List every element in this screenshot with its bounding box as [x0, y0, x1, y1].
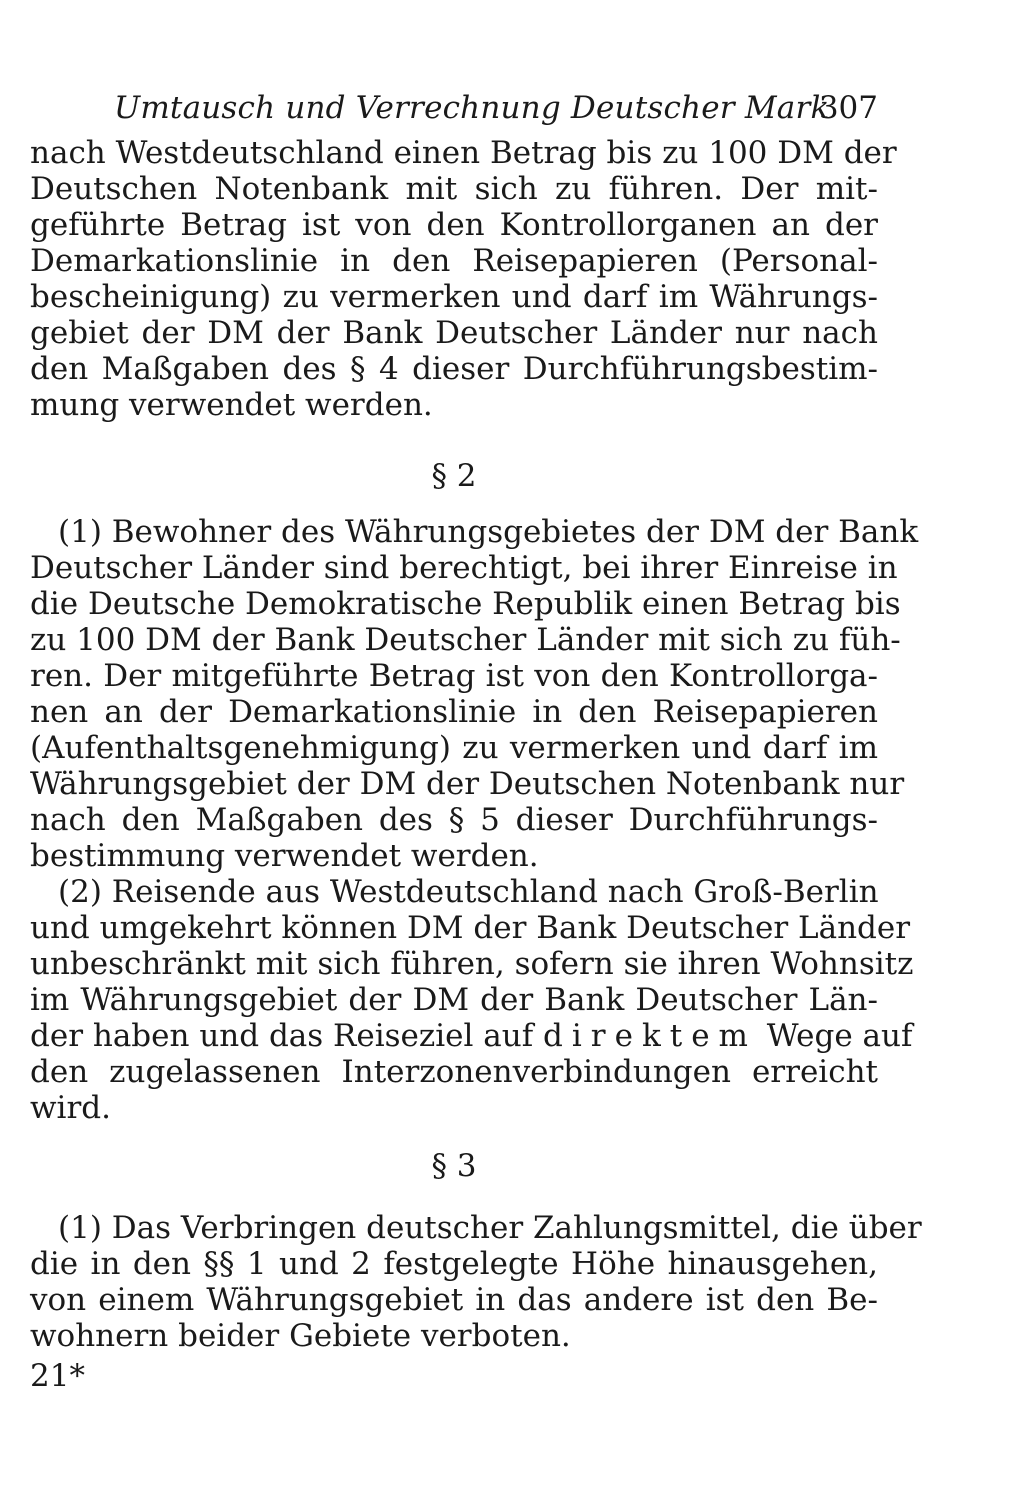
section-2-paragraph-2: [30, 874, 914, 1126]
page: [30, 85, 922, 1354]
text-line: nen an der Demarkationslinie in den Reisepapieren: [30, 694, 878, 730]
running-title: Umtausch und Verrechnung Deutscher Mark: [114, 90, 830, 126]
text-line: die Deutsche Demokratische Republik einen Betrag bis: [30, 586, 901, 622]
text-line: und umgekehrt können DM der Bank Deutscher Länder: [30, 910, 911, 946]
text-line-emphasis: [30, 1018, 913, 1054]
text-line: wohnern beider Gebiete verboten.: [30, 1318, 571, 1354]
section-2-paragraph-1: [30, 514, 919, 874]
text-line: geführte Betrag ist von den Kontrollorganen an der: [30, 207, 878, 243]
text-line: Demarkationslinie in den Reisepapieren (Personal-: [30, 243, 878, 279]
text-line: Währungsgebiet der DM der Deutschen Notenbank nur: [30, 766, 905, 802]
paragraph-continuation: [30, 135, 897, 423]
text-line: (2) Reisende aus Westdeutschland nach Groß-Berlin: [58, 874, 879, 910]
text-line: wird.: [30, 1090, 111, 1126]
text-line: Deutschen Notenbank mit sich zu führen. Der mit-: [30, 171, 878, 207]
text-line: (Aufenthaltsgenehmigung) zu vermerken und darf im: [30, 730, 878, 766]
section-heading-2: § 2: [431, 458, 477, 494]
text-line: nach Westdeutschland einen Betrag bis zu 100 DM der: [30, 135, 897, 171]
text-fragment: Wege auf: [756, 1018, 913, 1054]
text-line: bestimmung verwendet werden.: [30, 838, 539, 874]
sheet-signature: 21*: [30, 1358, 85, 1394]
text-line: mung verwendet werden.: [30, 387, 433, 423]
section-heading-3: § 3: [431, 1148, 477, 1184]
text-line: nach den Maßgaben des § 5 dieser Durchführungs-: [30, 802, 878, 838]
text-line: den Maßgaben des § 4 dieser Durchführungsbestim-: [30, 351, 878, 387]
text-line: (1) Das Verbringen deutscher Zahlungsmittel, die über: [58, 1210, 922, 1246]
text-line: den zugelassenen Interzonenverbindungen erreicht: [30, 1054, 878, 1090]
page-number: 307: [818, 90, 878, 126]
text-line: ren. Der mitgeführte Betrag ist von den Kontrollorga-: [30, 658, 878, 694]
text-line: zu 100 DM der Bank Deutscher Länder mit sich zu füh-: [30, 622, 901, 658]
text-line: von einem Währungsgebiet in das andere ist den Be-: [30, 1282, 878, 1318]
text-line: (1) Bewohner des Währungsgebietes der DM der Bank: [58, 514, 919, 550]
text-fragment: der haben und das Reiseziel auf: [30, 1018, 544, 1054]
text-line: bescheinigung) zu vermerken und darf im Währungs-: [30, 279, 878, 315]
text-line: im Währungsgebiet der DM der Bank Deutscher Län-: [30, 982, 878, 1018]
text-line: gebiet der DM der Bank Deutscher Länder nur nach: [30, 315, 878, 351]
text-line: die in den §§ 1 und 2 festgelegte Höhe hinausgehen,: [30, 1246, 878, 1282]
text-line: unbeschränkt mit sich führen, sofern sie ihren Wohnsitz: [30, 946, 914, 982]
text-line: Deutscher Länder sind berechtigt, bei ihrer Einreise in: [30, 550, 898, 586]
section-3-paragraph-1: [30, 1210, 922, 1354]
spaced-emphasis: direktem: [543, 1018, 757, 1054]
running-header: [30, 85, 878, 131]
